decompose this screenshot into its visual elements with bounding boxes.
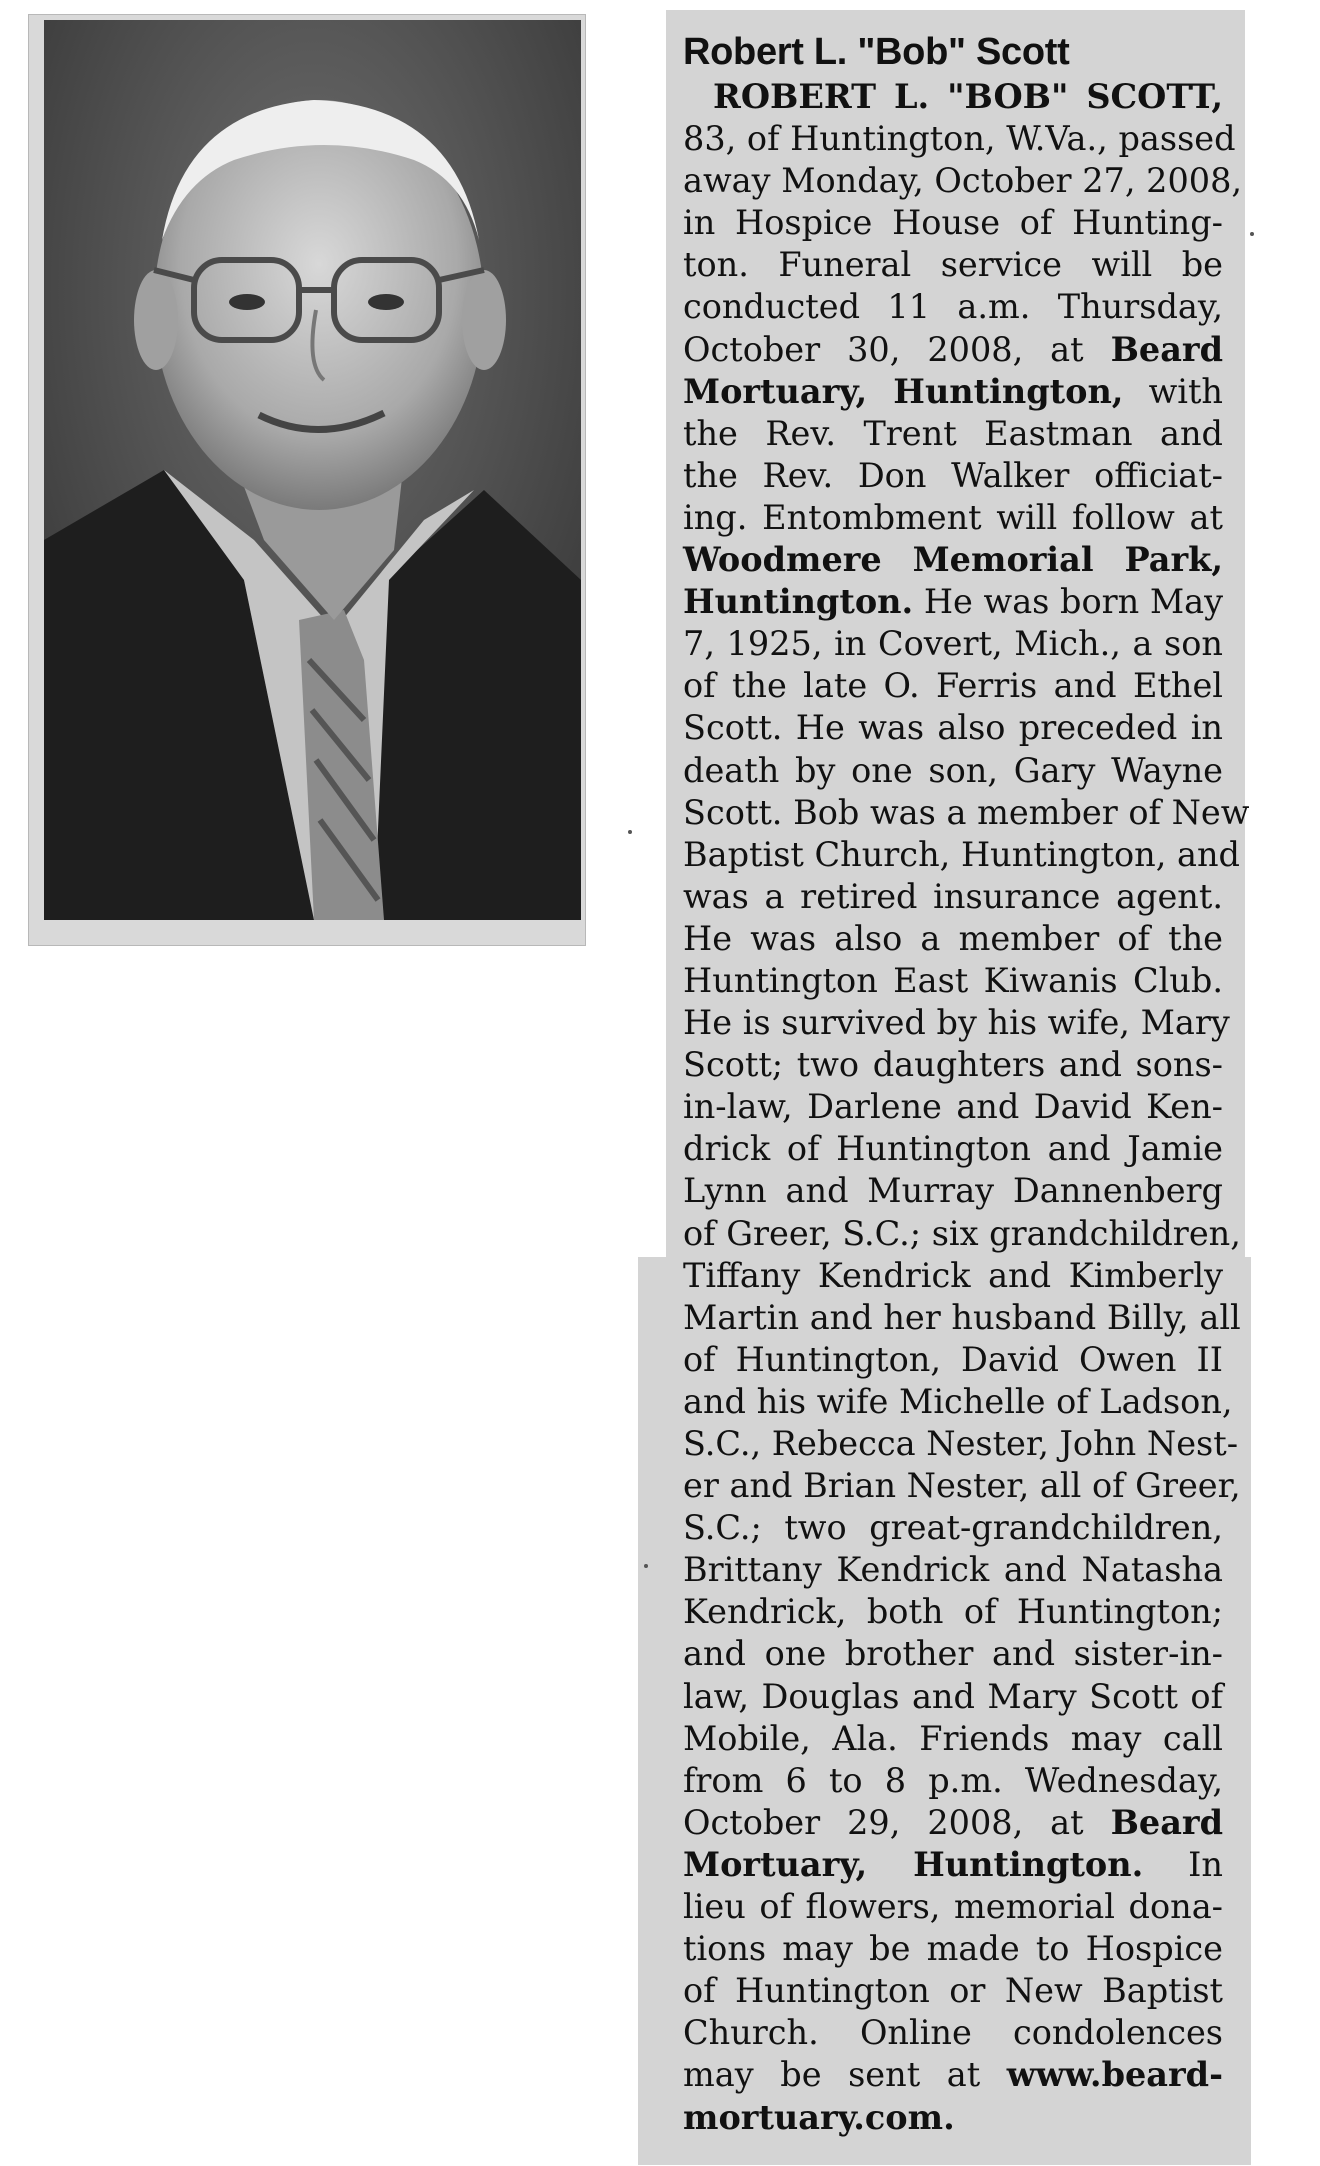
text-run: and his wife Michelle of Ladson, bbox=[683, 1381, 1233, 1421]
obituary-line bbox=[683, 665, 1223, 707]
text-run: was a retired insurance agent. bbox=[683, 876, 1223, 916]
obituary-line bbox=[683, 455, 1223, 497]
obituary-line bbox=[683, 1423, 1239, 1465]
obituary-line bbox=[683, 834, 1241, 876]
obituary-line bbox=[683, 413, 1223, 455]
obituary-line bbox=[683, 76, 1223, 118]
bold-text: Mortuary, Huntington, bbox=[683, 371, 1124, 411]
text-run: He was also a member of the bbox=[683, 918, 1223, 958]
obituary-line bbox=[683, 118, 1236, 160]
obituary-line bbox=[683, 1381, 1233, 1423]
text-run: Brittany Kendrick and Natasha bbox=[683, 1550, 1223, 1590]
obituary-line bbox=[683, 1255, 1223, 1297]
text-run: Church. Online condolences bbox=[683, 2013, 1223, 2053]
obituary-line bbox=[683, 329, 1223, 371]
bold-text: Woodmere Memorial Park, bbox=[683, 540, 1223, 580]
obituary-line bbox=[683, 792, 1250, 834]
text-run: 7, 1925, in Covert, Mich., a son bbox=[683, 624, 1223, 664]
obituary-body bbox=[683, 76, 1250, 2139]
text-run: in Hospice House of Hunting- bbox=[683, 203, 1223, 243]
bold-text: ROBERT L. "BOB" SCOTT, bbox=[713, 77, 1223, 116]
text-run: In bbox=[1143, 1844, 1223, 1884]
obituary-line bbox=[683, 1591, 1223, 1633]
text-run: and one brother and sister-in- bbox=[683, 1634, 1223, 1674]
obituary-line bbox=[683, 876, 1223, 918]
text-run: may be sent at bbox=[683, 2055, 1007, 2095]
obituary-line bbox=[683, 2054, 1223, 2096]
obituary-line bbox=[683, 707, 1223, 749]
obituary-line bbox=[683, 960, 1223, 1002]
obituary-line bbox=[683, 1970, 1223, 2012]
obituary-line bbox=[683, 2012, 1223, 2054]
text-run: conducted 11 a.m. Thursday, bbox=[683, 287, 1223, 327]
text-run: Huntington East Kiwanis Club. bbox=[683, 960, 1223, 1000]
obituary-headline: Robert L. "Bob" Scott bbox=[683, 31, 1070, 73]
obituary-line bbox=[683, 1170, 1223, 1212]
text-run: ton. Funeral service will be bbox=[683, 245, 1223, 285]
text-run: of the late O. Ferris and Ethel bbox=[683, 666, 1223, 706]
text-run: lieu of flowers, memorial dona- bbox=[683, 1887, 1223, 1927]
obituary-line bbox=[683, 371, 1223, 413]
obituary-line bbox=[683, 1844, 1223, 1886]
text-run: October 29, 2008, at bbox=[683, 1802, 1111, 1842]
text-run: S.C.; two great-grandchildren, bbox=[683, 1508, 1223, 1548]
obituary-line bbox=[683, 1044, 1223, 1086]
text-run: Lynn and Murray Dannenberg bbox=[683, 1171, 1223, 1211]
text-run: Kendrick, both of Huntington; bbox=[683, 1592, 1223, 1632]
scan-speck bbox=[1250, 232, 1254, 236]
obituary-line bbox=[683, 1002, 1230, 1044]
text-run: the Rev. Don Walker officiat- bbox=[683, 455, 1223, 495]
bold-text: Mortuary, Huntington. bbox=[683, 1844, 1144, 1884]
text-run: October 30, 2008, at bbox=[683, 329, 1111, 369]
obituary-line bbox=[683, 623, 1223, 665]
obituary-line bbox=[683, 1213, 1241, 1255]
text-run: Tiffany Kendrick and Kimberly bbox=[683, 1255, 1223, 1295]
obituary-line bbox=[683, 1339, 1223, 1381]
text-run: law, Douglas and Mary Scott of bbox=[683, 1676, 1223, 1716]
obituary-line bbox=[683, 497, 1223, 539]
obituary-line bbox=[683, 1297, 1241, 1339]
text-run: er and Brian Nester, all of Greer, bbox=[683, 1466, 1241, 1506]
scan-speck bbox=[644, 1564, 648, 1568]
obituary-line bbox=[683, 160, 1243, 202]
obituary-line bbox=[683, 2097, 1223, 2139]
text-run: of Huntington or New Baptist bbox=[683, 1971, 1223, 2011]
obituary-line bbox=[683, 1718, 1223, 1760]
obituary-line bbox=[683, 581, 1223, 623]
text-run: with bbox=[1123, 371, 1224, 411]
text-run: Martin and her husband Billy, all bbox=[683, 1297, 1241, 1337]
obituary-line bbox=[683, 539, 1223, 581]
obituary-line bbox=[683, 1886, 1223, 1928]
obituary-line bbox=[683, 1676, 1223, 1718]
obituary-line bbox=[683, 244, 1223, 286]
obituary-line bbox=[683, 750, 1223, 792]
obituary-line bbox=[683, 202, 1223, 244]
text-run: Scott. Bob was a member of New bbox=[683, 792, 1250, 832]
text-run: of Huntington, David Owen II bbox=[683, 1339, 1223, 1379]
portrait-photo bbox=[44, 20, 581, 920]
bold-text: Beard bbox=[1110, 329, 1223, 369]
text-run: S.C., Rebecca Nester, John Nest- bbox=[683, 1424, 1239, 1463]
text-run: Mobile, Ala. Friends may call bbox=[683, 1718, 1223, 1758]
text-run: the Rev. Trent Eastman and bbox=[683, 413, 1223, 453]
bold-text: www.beard- bbox=[1006, 2055, 1223, 2095]
text-run: Scott. He was also preceded in bbox=[683, 708, 1223, 748]
obituary-line bbox=[683, 1465, 1241, 1507]
bold-text: mortuary.com. bbox=[683, 2097, 955, 2137]
text-run: ing. Entombment will follow at bbox=[683, 497, 1223, 537]
obituary-line bbox=[683, 1086, 1223, 1128]
obituary-line bbox=[683, 1549, 1223, 1591]
text-run: drick of Huntington and Jamie bbox=[683, 1129, 1223, 1169]
obituary-line bbox=[683, 1760, 1223, 1802]
obituary-column bbox=[683, 28, 1250, 2139]
text-run: He is survived by his wife, Mary bbox=[683, 1003, 1230, 1043]
text-run: death by one son, Gary Wayne bbox=[683, 750, 1223, 790]
text-run: in-law, Darlene and David Ken- bbox=[683, 1087, 1223, 1127]
text-run: 83, of Huntington, W.Va., passed bbox=[683, 119, 1236, 159]
text-run: Scott; two daughters and sons- bbox=[683, 1045, 1223, 1085]
obituary-line bbox=[683, 286, 1223, 328]
obituary-line bbox=[683, 1802, 1223, 1844]
obituary-line bbox=[683, 1633, 1223, 1675]
text-run: of Greer, S.C.; six grandchildren, bbox=[683, 1213, 1241, 1253]
text-run: Baptist Church, Huntington, and bbox=[683, 834, 1241, 874]
text-run: He was born May bbox=[913, 582, 1224, 622]
bold-text: Huntington. bbox=[683, 582, 914, 622]
obituary-line bbox=[683, 1128, 1223, 1170]
text-run: away Monday, October 27, 2008, bbox=[683, 161, 1243, 201]
text-run: tions may be made to Hospice bbox=[683, 1929, 1223, 1969]
obituary-line bbox=[683, 1928, 1223, 1970]
obituary-line bbox=[683, 1507, 1223, 1549]
text-run: from 6 to 8 p.m. Wednesday, bbox=[683, 1760, 1223, 1800]
obituary-line bbox=[683, 918, 1223, 960]
scan-speck bbox=[628, 830, 632, 834]
bold-text: Beard bbox=[1110, 1802, 1223, 1842]
